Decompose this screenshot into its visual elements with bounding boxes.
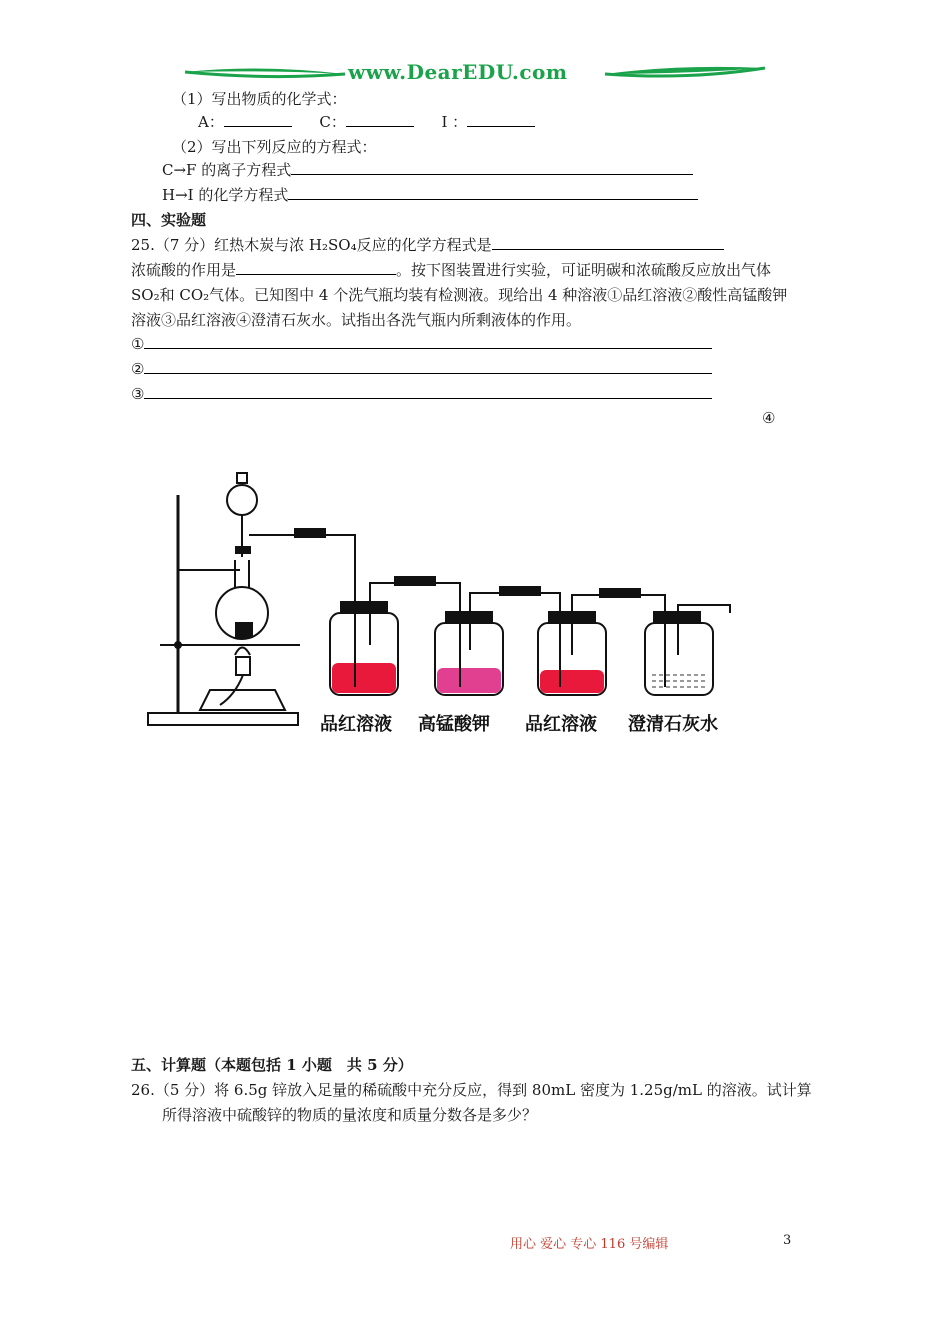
blank-a-label: A： xyxy=(198,113,224,131)
footer-text: 用心 爱心 专心 116 号编辑 xyxy=(510,1237,669,1252)
wash-bottle-1 xyxy=(330,595,398,695)
q24-hi xyxy=(162,184,698,205)
answer-line-2 xyxy=(131,359,712,378)
liquid-2 xyxy=(437,668,501,693)
q25-line1 xyxy=(131,234,724,255)
bottle-label-3: 品红溶液 xyxy=(525,714,597,735)
logo-text: www.DearEDU.com xyxy=(348,60,568,84)
blank-a[interactable] xyxy=(224,112,292,127)
blank-c[interactable] xyxy=(346,112,414,127)
apparatus-diagram xyxy=(140,465,760,745)
answer-blank-1[interactable] xyxy=(144,334,712,349)
q25-equation-blank[interactable] xyxy=(492,235,724,250)
q25-line3: SO₂和 CO₂气体。已知图中 4 个洗气瓶均装有检测液。现给出 4 种溶液①品红溶液②酸性高锰酸钾 xyxy=(131,286,788,304)
answer-blank-3[interactable] xyxy=(144,384,712,399)
q25-line4: 溶液③品红溶液④澄清石灰水。试指出各洗气瓶内所剩液体的作用。 xyxy=(131,311,582,329)
q24-cf xyxy=(162,159,693,180)
section4-title: 四、实验题 xyxy=(131,211,207,229)
cf-label: C→F 的离子方程式 xyxy=(162,161,292,179)
wash-bottle-2 xyxy=(435,611,503,695)
q25-role-blank[interactable] xyxy=(236,260,396,275)
hi-label: H→I 的化学方程式 xyxy=(162,186,289,204)
bottle-label-1: 品红溶液 xyxy=(320,714,392,735)
blank-i-label: I ： xyxy=(441,113,468,131)
num-2: ② xyxy=(131,360,145,378)
liquid-1 xyxy=(332,663,396,693)
q25-line2a: 浓硫酸的作用是 xyxy=(131,261,237,279)
page-number: 3 xyxy=(783,1233,792,1248)
q24-blanks xyxy=(198,111,535,132)
funnel-bulb xyxy=(227,485,257,515)
num-4: ④ xyxy=(762,409,776,427)
answer-line-1 xyxy=(131,334,712,353)
bottle-label-2: 高锰酸钾 xyxy=(418,714,490,735)
q24-part2: （2）写出下列反应的方程式： xyxy=(172,138,377,156)
answer-blank-2[interactable] xyxy=(144,359,712,374)
alcohol-lamp xyxy=(200,690,285,710)
section5-title: 五、计算题（本题包括 1 小题 共 5 分） xyxy=(131,1056,413,1074)
num-3: ③ xyxy=(131,385,145,403)
q26-line2: 所得溶液中硫酸锌的物质的量浓度和质量分数各是多少？ xyxy=(162,1106,538,1124)
blank-c-label: C： xyxy=(319,113,346,131)
q25-line1-text: 25.（7 分）红热木炭与浓 H₂SO₄反应的化学方程式是 xyxy=(131,236,492,254)
q25-line2b: 。按下图装置进行实验，可证明碳和浓硫酸反应放出气体 xyxy=(396,261,772,279)
cf-blank[interactable] xyxy=(291,160,693,175)
wash-bottle-4 xyxy=(645,611,713,695)
bottle-label-4: 澄清石灰水 xyxy=(628,714,718,735)
liquid-3 xyxy=(540,670,604,693)
q25-line2 xyxy=(131,259,771,280)
hi-blank[interactable] xyxy=(288,185,698,200)
q26-line1: 26.（5 分）将 6.5g 锌放入足量的稀硫酸中充分反应，得到 80mL 密度为 1.25g/mL 的溶液。试计算 xyxy=(131,1081,812,1099)
num-1: ① xyxy=(131,335,145,353)
wash-bottle-3 xyxy=(538,611,606,695)
answer-line-3 xyxy=(131,384,712,403)
q24-part1: （1）写出物质的化学式： xyxy=(172,90,347,108)
stand-base xyxy=(148,713,298,725)
blank-i[interactable] xyxy=(467,112,535,127)
